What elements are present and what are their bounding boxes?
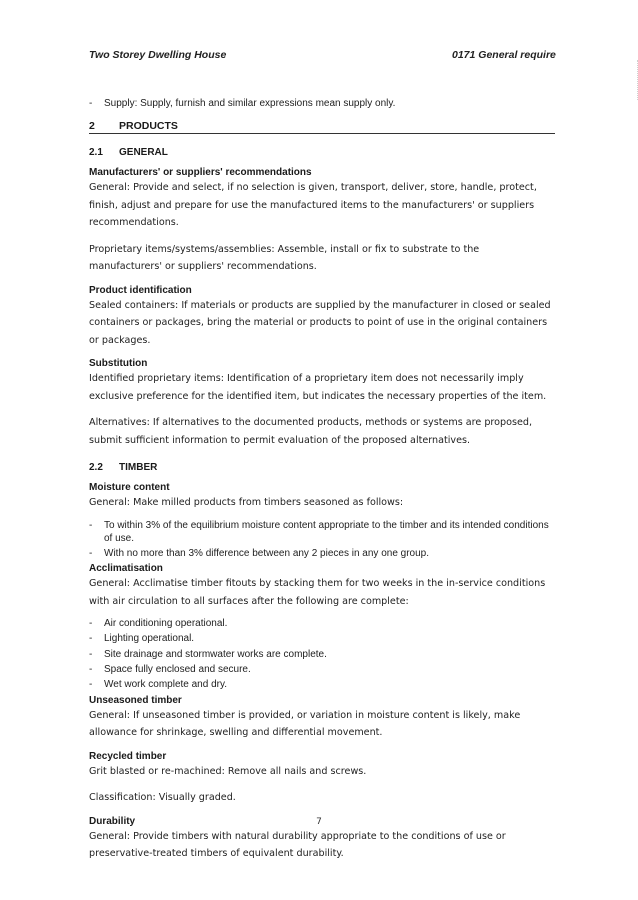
heading-recycled-timber: Recycled timber (89, 750, 167, 762)
bullet-dash: - (89, 679, 93, 691)
heading-manufacturers: Manufacturers' or suppliers' recommendations (89, 167, 312, 178)
header-title: Two Storey Dwelling House (89, 49, 227, 61)
para-manufacturers: General: Provide and select, if no selection is given, transport, deliver, store, handle, protect, finish, adjust and prepare for use the manufactured items to the manufacturers' or suppliers recommendations. (89, 182, 537, 228)
para-recycled-timber: Grit blasted or re-machined: Remove all nails and screws. (89, 765, 367, 777)
list-item (89, 678, 555, 691)
heading-product-identification: Product identification (89, 284, 192, 296)
list-item (89, 519, 555, 545)
para-classification: Classification: Visually graded. (89, 792, 236, 804)
para-acclimatisation: General: Acclimatise timber fitouts by stacking them for two weeks in the in-service conditions with air circulation to all surfaces after the following are complete: (89, 578, 546, 607)
header-section: 0171 General require (452, 49, 556, 61)
bullet-dash: - (89, 633, 93, 645)
list-item (89, 547, 555, 560)
list-item-text: Lighting operational. (104, 633, 195, 645)
list-item-text: Air conditioning operational. (104, 618, 228, 630)
para-product-identification: Sealed containers: If materials or products are supplied by the manufacturer in closed or sealed containers or packages, bring the material or products to point of use in the original containers or packages. (89, 299, 551, 346)
subsection-heading-general (89, 147, 555, 158)
intro-bullet-text: Supply: Supply, furnish and similar expressions mean supply only. (104, 98, 396, 109)
subsection-heading-timber (89, 462, 555, 473)
subsection-title: GENERAL (119, 147, 168, 158)
heading-unseasoned-timber: Unseasoned timber (89, 694, 182, 706)
bullet-dash: - (89, 98, 93, 109)
subsection-title: TIMBER (119, 462, 158, 473)
para-unseasoned-timber: General: If unseasoned timber is provided, or variation in moisture content is likely, make allowance for shrinkage, swelling and differential movement. (89, 709, 521, 739)
page-content (89, 97, 555, 863)
moisture-list (89, 519, 555, 560)
heading-moisture-content: Moisture content (89, 482, 170, 493)
para-substitution: Identified proprietary items: Identification of a proprietary item does not necessarily imply exclusive preference for the identified item, but indicates the necessary properties of the item. (89, 373, 547, 402)
list-item-text: Space fully enclosed and secure. (104, 663, 251, 675)
intro-bullet (89, 97, 555, 110)
heading-substitution: Substitution (89, 358, 148, 369)
list-item (89, 648, 555, 661)
subsection-number: 2.1 (89, 147, 103, 158)
section-heading-products (89, 120, 555, 134)
section-number: 2 (89, 120, 95, 132)
bullet-dash: - (89, 648, 93, 660)
acclimatisation-list (89, 617, 555, 691)
list-item-text: Site drainage and stormwater works are complete. (104, 648, 327, 660)
bullet-dash: - (89, 618, 93, 630)
list-item (89, 632, 555, 645)
subsection-number: 2.2 (89, 462, 103, 473)
bullet-dash: - (89, 663, 93, 675)
bullet-dash: - (89, 547, 93, 559)
para-durability: General: Provide timbers with natural durability appropriate to the conditions of use or preservative-treated timbers of equivalent durability. (89, 830, 506, 860)
bullet-dash: - (89, 519, 93, 531)
list-item-text: With no more than 3% difference between any 2 pieces in any one group. (104, 547, 430, 559)
para-alternatives: Alternatives: If alternatives to the documented products, methods or systems are proposed, submit sufficient information to permit evaluation of the proposed alternatives. (89, 417, 533, 446)
list-item-text: To within 3% of the equilibrium moisture content appropriate to the timber and its intended conditions of use. (104, 519, 549, 544)
para-moisture-content: General: Make milled products from timbers seasoned as follows: (89, 497, 404, 508)
heading-acclimatisation: Acclimatisation (89, 563, 163, 575)
page-number: 7 (316, 817, 322, 827)
heading-durability: Durability (89, 815, 136, 827)
list-item (89, 663, 555, 676)
list-item-text: Wet work complete and dry. (104, 679, 228, 691)
para-proprietary: Proprietary items/systems/assemblies: Assemble, install or fix to substrate to the manufacturers' or suppliers' recommendations. (89, 243, 480, 272)
section-title: PRODUCTS (119, 120, 178, 132)
list-item (89, 617, 555, 630)
